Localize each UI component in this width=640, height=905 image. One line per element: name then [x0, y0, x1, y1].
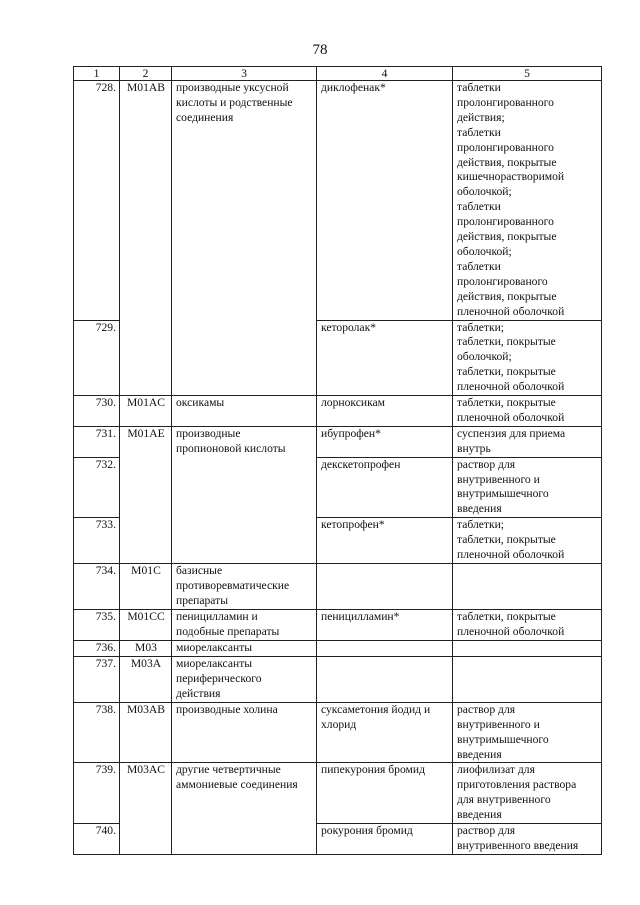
atc-code-cell: M01C [120, 564, 172, 610]
table-body [74, 81, 602, 855]
row-number-cell: 739. [74, 763, 120, 824]
table-row [74, 457, 602, 518]
row-number-cell: 738. [74, 702, 120, 763]
column-header: 2 [120, 67, 172, 81]
dosage-forms-cell [453, 81, 602, 321]
atc-code-cell: M01AB [120, 81, 172, 321]
atc-code-cell [120, 457, 172, 518]
table-row [74, 824, 602, 855]
dosage-forms-cell-line: пленочной оболочкой [457, 624, 565, 638]
row-number-cell: 732. [74, 457, 120, 518]
dosage-forms-cell-line: оболочкой; [457, 350, 512, 364]
group-name-cell [172, 564, 317, 610]
dosage-forms-cell-line: пленочной оболочкой [457, 548, 565, 562]
drug-name-cell-line: лорноксикам [321, 396, 386, 410]
table-row [74, 396, 602, 427]
drug-name-cell [317, 824, 453, 855]
group-name-cell-line: оксикамы [176, 396, 225, 410]
dosage-forms-cell-line: оболочкой; [457, 185, 512, 199]
dosage-forms-cell-line: раствор для [457, 824, 516, 838]
dosage-forms-cell [453, 824, 602, 855]
atc-code-cell: M01AE [120, 426, 172, 457]
dosage-forms-cell-line: таблетки [457, 81, 501, 94]
column-number-row [74, 67, 602, 81]
table-row [74, 656, 602, 702]
group-name-cell-line: миорелаксанты [176, 656, 253, 670]
atc-code-cell: M03AB [120, 702, 172, 763]
dosage-forms-cell [453, 426, 602, 457]
dosage-forms-cell-line: оболочкой; [457, 244, 512, 258]
dosage-forms-cell-line: пролонгированного [457, 140, 554, 154]
table-row [74, 610, 602, 641]
dosage-forms-cell [453, 564, 602, 610]
drug-name-cell-line: хлорид [321, 717, 357, 731]
atc-code-cell [120, 320, 172, 396]
dosage-forms-cell [453, 656, 602, 702]
group-name-cell-line: противоревматические [176, 578, 290, 592]
dosage-forms-cell-line: пленочной оболочкой [457, 304, 565, 318]
group-name-cell-line: кислоты и родственные [176, 95, 293, 109]
group-name-cell [172, 457, 317, 518]
row-number-cell: 740. [74, 824, 120, 855]
dosage-forms-cell-line: таблетки [457, 200, 501, 214]
atc-code-cell [120, 824, 172, 855]
dosage-forms-cell-line: таблетки, покрытые [457, 335, 556, 349]
row-number-cell: 731. [74, 426, 120, 457]
drug-name-cell-line: ибупрофен* [321, 426, 381, 440]
dosage-forms-cell-line: для внутривенного [457, 793, 551, 807]
atc-code-cell [120, 518, 172, 564]
table-row [74, 564, 602, 610]
group-name-cell-line: периферического [176, 671, 262, 685]
row-number-cell: 736. [74, 640, 120, 656]
row-number-cell: 737. [74, 656, 120, 702]
dosage-forms-cell-line: пролонгированного [457, 215, 554, 229]
row-number-cell: 730. [74, 396, 120, 427]
atc-code-cell: M03A [120, 656, 172, 702]
group-name-cell-line: подобные препараты [176, 624, 280, 638]
dosage-forms-cell-line: внутримышечного [457, 732, 549, 746]
row-number-cell: 729. [74, 320, 120, 396]
group-name-cell-line: аммониевые соединения [176, 778, 298, 792]
atc-code-cell: M03AC [120, 763, 172, 824]
dosage-forms-cell-line: таблетки [457, 259, 501, 273]
group-name-cell-line: соединения [176, 110, 234, 124]
table-row [74, 320, 602, 396]
table-row [74, 426, 602, 457]
dosage-forms-cell-line: лиофилизат для [457, 763, 535, 777]
drug-name-cell [317, 396, 453, 427]
dosage-forms-cell-line: таблетки, покрытые [457, 396, 556, 410]
column-header: 5 [453, 67, 602, 81]
dosage-forms-cell-line: таблетки; [457, 518, 505, 532]
dosage-forms-cell-line: пленочной оболочкой [457, 410, 565, 424]
dosage-forms-cell-line: действия, покрытые [457, 289, 557, 303]
dosage-forms-cell-line: таблетки, покрытые [457, 365, 556, 379]
table-row [74, 81, 602, 321]
table-row [74, 763, 602, 824]
table-row [74, 518, 602, 564]
dosage-forms-cell-line: суспензия для приема [457, 426, 566, 440]
group-name-cell-line: препараты [176, 593, 228, 607]
drug-name-cell [317, 320, 453, 396]
dosage-forms-cell-line: введения [457, 808, 502, 822]
drug-name-cell [317, 518, 453, 564]
table-row [74, 702, 602, 763]
drug-name-cell [317, 763, 453, 824]
drug-name-cell [317, 610, 453, 641]
dosage-forms-cell-line: введения [457, 502, 502, 516]
drug-name-cell [317, 564, 453, 610]
dosage-forms-cell-line: введения [457, 747, 502, 761]
drug-name-cell [317, 656, 453, 702]
group-name-cell-line: пропионовой кислоты [176, 441, 286, 455]
dosage-forms-cell-line: действия, покрытые [457, 230, 557, 244]
dosage-forms-cell [453, 763, 602, 824]
atc-code-cell: M03 [120, 640, 172, 656]
row-number-cell: 735. [74, 610, 120, 641]
row-number-cell: 728. [74, 81, 120, 321]
dosage-forms-cell-line: действия; [457, 110, 505, 124]
row-number-cell: 733. [74, 518, 120, 564]
atc-code-cell: M01CC [120, 610, 172, 641]
dosage-forms-cell-line: таблетки, покрытые [457, 533, 556, 547]
group-name-cell [172, 320, 317, 396]
group-name-cell-line: производные холина [176, 702, 278, 716]
group-name-cell-line: другие четвертичные [176, 763, 281, 777]
page-number: 78 [312, 42, 328, 58]
group-name-cell [172, 656, 317, 702]
group-name-cell [172, 763, 317, 824]
dosage-forms-cell [453, 518, 602, 564]
column-header: 1 [74, 67, 120, 81]
drug-name-cell-line: рокурония бромид [321, 824, 413, 838]
group-name-cell [172, 824, 317, 855]
dosage-forms-cell-line: таблетки; [457, 320, 505, 334]
dosage-forms-cell [453, 320, 602, 396]
dosage-forms-cell-line: таблетки, покрытые [457, 610, 556, 623]
dosage-forms-cell-line: кишечнорастворимой [457, 170, 565, 184]
dosage-forms-cell-line: внутривенного и [457, 717, 540, 731]
group-name-cell-line: базисные [176, 564, 223, 577]
dosage-forms-cell [453, 457, 602, 518]
dosage-forms-cell-line: пролонгированного [457, 95, 554, 109]
dosage-forms-cell-line: внутривенного введения [457, 838, 579, 852]
group-name-cell-line: действия [176, 686, 221, 700]
drug-name-cell-line: кеторолак* [321, 320, 377, 334]
group-name-cell [172, 426, 317, 457]
group-name-cell-line: производные уксусной [176, 81, 289, 94]
drug-name-cell [317, 457, 453, 518]
dosage-forms-cell-line: приготовления раствора [457, 778, 577, 792]
drug-register-table [73, 66, 602, 855]
dosage-forms-cell-line: внутривенного и [457, 472, 540, 486]
drug-name-cell [317, 81, 453, 321]
group-name-cell [172, 396, 317, 427]
drug-name-cell-line: диклофенак* [321, 81, 386, 94]
dosage-forms-cell [453, 702, 602, 763]
dosage-forms-cell-line: внутримышечного [457, 487, 549, 501]
group-name-cell [172, 702, 317, 763]
dosage-forms-cell-line: пролонгированого [457, 274, 548, 288]
drug-name-cell-line: суксаметония йодид и [321, 702, 431, 716]
group-name-cell [172, 640, 317, 656]
group-name-cell-line: миорелаксанты [176, 640, 253, 654]
drug-name-cell-line: декскетопрофен [321, 457, 401, 471]
drug-name-cell-line: пипекурония бромид [321, 763, 425, 777]
dosage-forms-cell [453, 396, 602, 427]
group-name-cell-line: пеницилламин и [176, 610, 258, 623]
group-name-cell [172, 518, 317, 564]
dosage-forms-cell [453, 610, 602, 641]
dosage-forms-cell-line: раствор для [457, 702, 516, 716]
row-number-cell: 734. [74, 564, 120, 610]
dosage-forms-cell-line: раствор для [457, 457, 516, 471]
group-name-cell [172, 81, 317, 321]
table-row [74, 640, 602, 656]
drug-name-cell-line: кетопрофен* [321, 518, 385, 532]
drug-name-cell-line: пеницилламин* [321, 610, 400, 623]
dosage-forms-cell [453, 640, 602, 656]
group-name-cell-line: производные [176, 426, 241, 440]
atc-code-cell: M01AC [120, 396, 172, 427]
column-header: 4 [317, 67, 453, 81]
dosage-forms-cell-line: пленочной оболочкой [457, 380, 565, 394]
group-name-cell [172, 610, 317, 641]
drug-name-cell [317, 702, 453, 763]
column-header: 3 [172, 67, 317, 81]
dosage-forms-cell-line: внутрь [457, 441, 491, 455]
drug-name-cell [317, 426, 453, 457]
drug-name-cell [317, 640, 453, 656]
dosage-forms-cell-line: действия, покрытые [457, 155, 557, 169]
dosage-forms-cell-line: таблетки [457, 125, 501, 139]
